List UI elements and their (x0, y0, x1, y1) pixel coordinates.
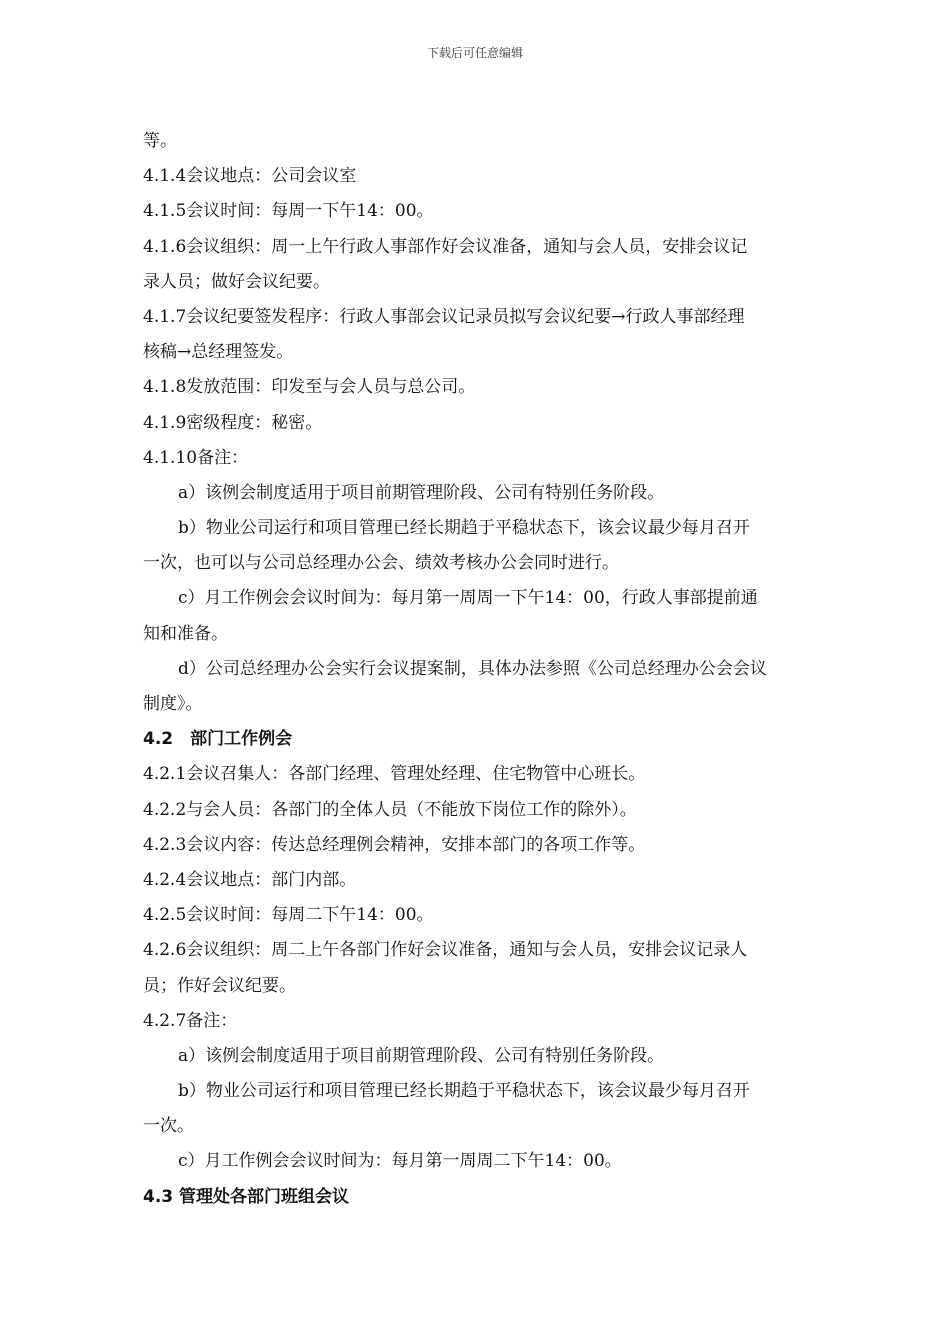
text-line: 4.1.7会议纪要签发程序：行政人事部会议记录员拟写会议纪要→行政人事部经理 (143, 306, 745, 327)
text-line: 员；作好会议纪要。 (143, 975, 296, 996)
text-line: 4.2.6会议组织：周二上午各部门作好会议准备，通知与会人员，安排会议记录人 (143, 940, 748, 961)
text-line: 4.2.2与会人员：各部门的全体人员（不能放下岗位工作的除外）。 (143, 799, 637, 820)
text-line: b）物业公司运行和项目管理已经长期趋于平稳状态下，该会议最少每月召开 (178, 1081, 750, 1102)
text-line: b）物业公司运行和项目管理已经长期趋于平稳状态下，该会议最少每月召开 (178, 518, 750, 539)
text-line: 4.2.4会议地点：部门内部。 (143, 869, 357, 890)
text-line: 制度》。 (143, 694, 203, 714)
text-line: 4.2.1会议召集人：各部门经理、管理处经理、住宅物管中心班长。 (143, 764, 646, 785)
text-line: 等。 (143, 131, 177, 151)
text-line: d）公司总经理办公会实行会议提案制，具体办法参照《公司总经理办公会会议 (178, 658, 767, 679)
text-line: 4.1.6会议组织：周一上午行政人事部作好会议准备，通知与会人员，安排会议记 (143, 236, 748, 257)
text-line: 4.2.7备注： (143, 1010, 238, 1031)
text-line: c）月工作例会会议时间为：每月第一周周二下午14：00。 (178, 1151, 622, 1172)
text-line: 4.1.9密级程度：秘密。 (143, 412, 323, 433)
text-line: a）该例会制度适用于项目前期管理阶段、公司有特别任务阶段。 (178, 482, 665, 503)
text-line: a）该例会制度适用于项目前期管理阶段、公司有特别任务阶段。 (178, 1045, 665, 1066)
document-body (143, 124, 837, 1215)
section-heading: 4.2 部门工作例会 (143, 729, 293, 750)
text-line: 一次。 (143, 1116, 194, 1137)
text-line: 4.1.4会议地点：公司会议室 (143, 166, 357, 187)
text-line: 4.1.8发放范围：印发至与会人员与总公司。 (143, 377, 476, 398)
text-line: 4.1.10备注： (143, 447, 249, 468)
text-line: 核稿→总经理签发。 (143, 342, 294, 363)
section-heading: 4.3 管理处各部门班组会议 (143, 1186, 350, 1207)
page-header: 下载后可任意编辑 (426, 46, 523, 60)
text-line: 4.2.5会议时间：每周二下午14：00。 (143, 905, 434, 926)
text-line: c）月工作例会会议时间为：每月第一周周一下午14：00，行政人事部提前通 (178, 588, 758, 609)
text-line: 4.1.5会议时间：每周一下午14：00。 (143, 201, 434, 222)
text-line: 知和准备。 (143, 623, 228, 644)
text-line: 录人员；做好会议纪要。 (143, 271, 330, 292)
text-line: 一次，也可以与公司总经理办公会、绩效考核办公会同时进行。 (143, 553, 619, 574)
text-line: 4.2.3会议内容：传达总经理例会精神，安排本部门的各项工作等。 (143, 834, 646, 855)
